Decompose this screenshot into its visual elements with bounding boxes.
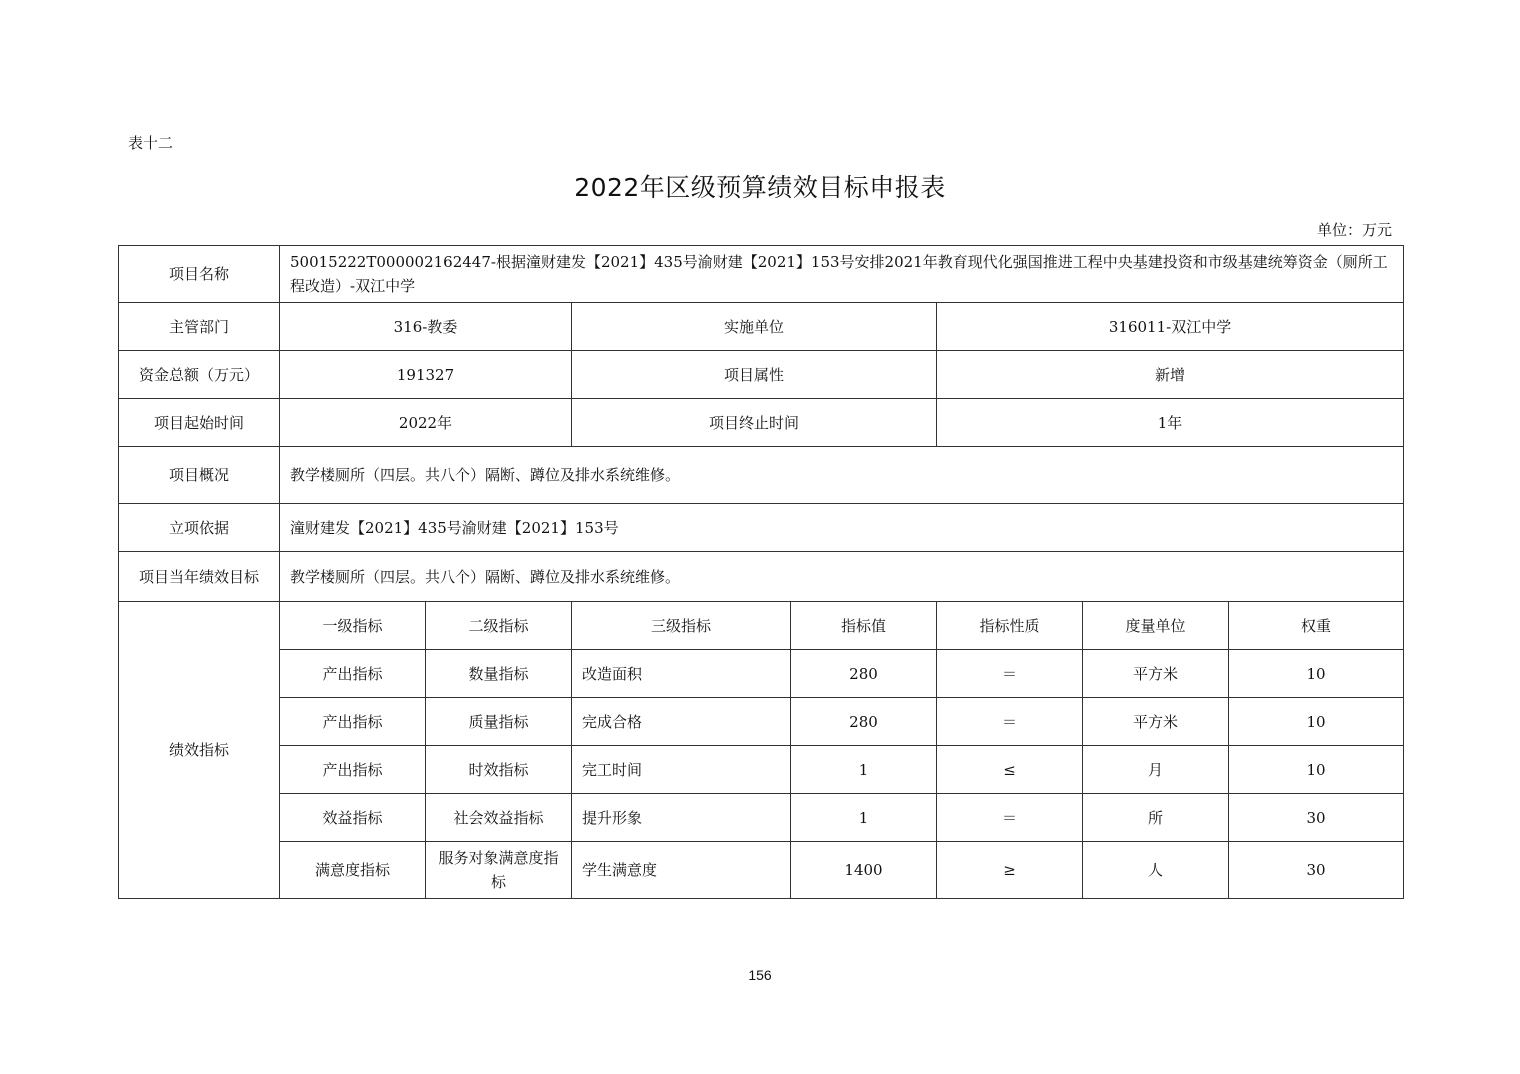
- indicator-row: [119, 650, 1404, 698]
- level2-cell: 质量指标: [426, 698, 572, 746]
- level1-cell: 产出指标: [280, 746, 426, 794]
- value-cell: 280: [791, 698, 937, 746]
- department-value: 316-教委: [280, 303, 572, 351]
- level3-cell: 改造面积: [572, 650, 791, 698]
- value-cell: 1400: [791, 842, 937, 899]
- start-time-value: 2022年: [280, 399, 572, 447]
- column-header: 度量单位: [1083, 602, 1229, 650]
- nature-cell: ≥: [937, 842, 1083, 899]
- value-cell: 1: [791, 746, 937, 794]
- indicators-label: 绩效指标: [119, 602, 280, 899]
- indicator-row: [119, 794, 1404, 842]
- total-funding-label: 资金总额（万元）: [119, 351, 280, 399]
- indicator-row: [119, 842, 1404, 899]
- nature-cell: ≤: [937, 746, 1083, 794]
- start-time-label: 项目起始时间: [119, 399, 280, 447]
- level3-cell: 完工时间: [572, 746, 791, 794]
- end-time-label: 项目终止时间: [572, 399, 937, 447]
- column-header: 指标值: [791, 602, 937, 650]
- funding-row: [119, 351, 1404, 399]
- implementing-unit-label: 实施单位: [572, 303, 937, 351]
- value-cell: 280: [791, 650, 937, 698]
- total-funding-value: 191327: [280, 351, 572, 399]
- end-time-value: 1年: [937, 399, 1404, 447]
- level2-cell: 服务对象满意度指标: [426, 842, 572, 899]
- overview-label: 项目概况: [119, 447, 280, 504]
- weight-cell: 30: [1229, 794, 1404, 842]
- annual-goal-row: [119, 552, 1404, 602]
- level2-cell: 时效指标: [426, 746, 572, 794]
- unit-cell: 所: [1083, 794, 1229, 842]
- level1-cell: 产出指标: [280, 698, 426, 746]
- nature-cell: ＝: [937, 650, 1083, 698]
- column-header: 三级指标: [572, 602, 791, 650]
- column-header: 二级指标: [426, 602, 572, 650]
- annual-goal-label: 项目当年绩效目标: [119, 552, 280, 602]
- project-name-row: [119, 246, 1404, 303]
- annual-goal-value: 教学楼厕所（四层。共八个）隔断、蹲位及排水系统维修。: [280, 552, 1404, 602]
- level1-cell: 产出指标: [280, 650, 426, 698]
- budget-performance-table: [118, 245, 1404, 899]
- weight-cell: 10: [1229, 746, 1404, 794]
- column-header: 一级指标: [280, 602, 426, 650]
- weight-cell: 30: [1229, 842, 1404, 899]
- overview-row: [119, 447, 1404, 504]
- basis-label: 立项依据: [119, 504, 280, 552]
- basis-value: 潼财建发【2021】435号渝财建【2021】153号: [280, 504, 1404, 552]
- project-name-value: 50015222T000002162447-根据潼财建发【2021】435号渝财建【2021】153号安排2021年教育现代化强国推进工程中央基建投资和市级基建统筹资金（厕所工程改造）-双江中学: [280, 246, 1404, 303]
- department-label: 主管部门: [119, 303, 280, 351]
- indicator-header-row: [119, 602, 1404, 650]
- period-row: [119, 399, 1404, 447]
- unit-cell: 月: [1083, 746, 1229, 794]
- unit-cell: 人: [1083, 842, 1229, 899]
- indicator-row: [119, 746, 1404, 794]
- department-row: [119, 303, 1404, 351]
- nature-cell: ＝: [937, 794, 1083, 842]
- project-name-label: 项目名称: [119, 246, 280, 303]
- nature-cell: ＝: [937, 698, 1083, 746]
- weight-cell: 10: [1229, 650, 1404, 698]
- page-title: 2022年区级预算绩效目标申报表: [574, 173, 946, 202]
- column-header: 指标性质: [937, 602, 1083, 650]
- value-cell: 1: [791, 794, 937, 842]
- basis-row: [119, 504, 1404, 552]
- unit-note: 单位：万元: [1316, 221, 1392, 239]
- column-header: 权重: [1229, 602, 1404, 650]
- indicator-row: [119, 698, 1404, 746]
- table-label: 表十二: [128, 134, 174, 152]
- unit-cell: 平方米: [1083, 650, 1229, 698]
- page-number: 156: [748, 967, 772, 983]
- unit-cell: 平方米: [1083, 698, 1229, 746]
- weight-cell: 10: [1229, 698, 1404, 746]
- overview-value: 教学楼厕所（四层。共八个）隔断、蹲位及排水系统维修。: [280, 447, 1404, 504]
- implementing-unit-value: 316011-双江中学: [937, 303, 1404, 351]
- level3-cell: 完成合格: [572, 698, 791, 746]
- level1-cell: 效益指标: [280, 794, 426, 842]
- level2-cell: 社会效益指标: [426, 794, 572, 842]
- level1-cell: 满意度指标: [280, 842, 426, 899]
- level3-cell: 提升形象: [572, 794, 791, 842]
- level3-cell: 学生满意度: [572, 842, 791, 899]
- level2-cell: 数量指标: [426, 650, 572, 698]
- project-attribute-label: 项目属性: [572, 351, 937, 399]
- project-attribute-value: 新增: [937, 351, 1404, 399]
